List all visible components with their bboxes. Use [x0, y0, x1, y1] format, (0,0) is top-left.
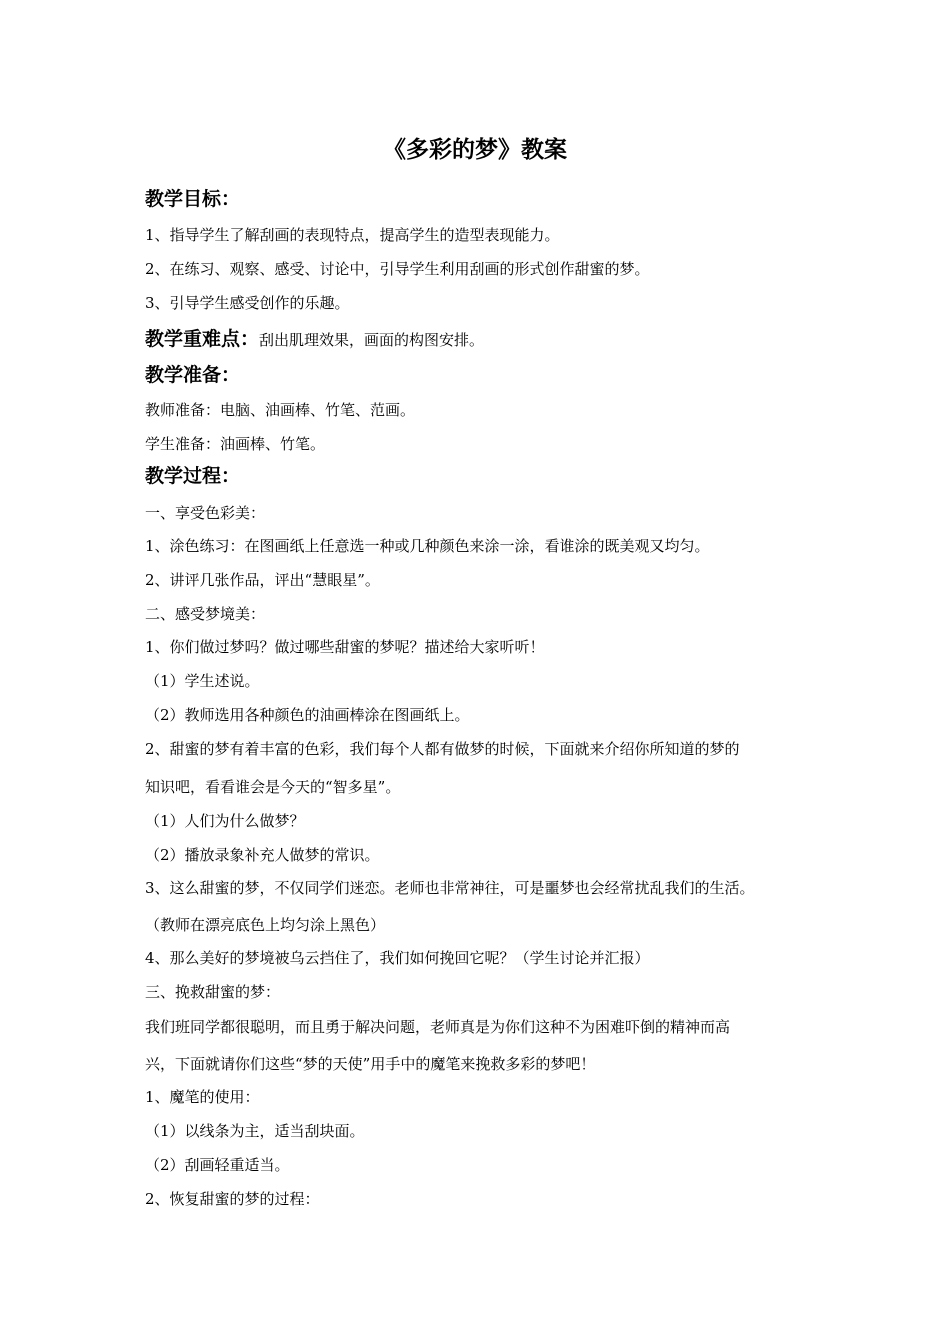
- process-line: 1、涂色练习：在图画纸上任意选一种或几种颜色来涂一涂，看谁涂的既美观又均匀。: [145, 537, 710, 555]
- document-title: 《多彩的梦》教案: [383, 136, 567, 163]
- objectives-heading: 教学目标：: [145, 188, 241, 210]
- process-line: （1）人们为什么做梦？: [145, 812, 305, 830]
- preparation-teacher: 教师准备：电脑、油画棒、竹笔、范画。: [145, 401, 416, 419]
- process-line: （2）播放录象补充人做梦的常识。: [145, 846, 380, 864]
- key-points-text: 刮出肌理效果，画面的构图安排。: [259, 331, 485, 349]
- process-heading: 教学过程：: [145, 465, 241, 487]
- process-line: （1）学生述说。: [145, 672, 260, 690]
- objective-item-1: 1、指导学生了解刮画的表现特点，提高学生的造型表现能力。: [145, 226, 560, 244]
- process-line: 二、感受梦境美：: [145, 605, 266, 623]
- process-line: 2、甜蜜的梦有着丰富的色彩，我们每个人都有做梦的时候，下面就来介绍你所知道的梦的: [145, 740, 740, 758]
- process-line: （1）以线条为主，适当刮块面。: [145, 1122, 365, 1140]
- process-line: （教师在漂亮底色上均匀涂上黑色）: [145, 916, 386, 934]
- process-line: 三、挽救甜蜜的梦：: [145, 983, 281, 1001]
- key-points-heading: 教学重难点：: [145, 328, 260, 350]
- process-line: （2）教师选用各种颜色的油画棒涂在图画纸上。: [145, 706, 470, 724]
- process-line: 一、享受色彩美：: [145, 504, 266, 522]
- process-line: 兴，下面就请你们这些“梦的天使”用手中的魔笔来挽救多彩的梦吧！: [145, 1055, 596, 1073]
- process-line: 知识吧，看看谁会是今天的“智多星”。: [145, 778, 401, 796]
- process-line: 3、这么甜蜜的梦，不仅同学们迷恋。老师也非常神往，可是噩梦也会经常扰乱我们的生活。: [145, 879, 755, 897]
- objective-item-2: 2、在练习、观察、感受、讨论中，引导学生利用刮画的形式创作甜蜜的梦。: [145, 260, 650, 278]
- process-line: 我们班同学都很聪明，而且勇于解决问题，老师真是为你们这种不为困难吓倒的精神而高: [145, 1018, 731, 1036]
- process-line: （2）刮画轻重适当。: [145, 1156, 290, 1174]
- process-line: 2、讲评几张作品，评出“慧眼星”。: [145, 571, 380, 589]
- process-line: 2、恢复甜蜜的梦的过程：: [145, 1190, 320, 1208]
- preparation-heading: 教学准备：: [145, 364, 241, 386]
- preparation-student: 学生准备：油画棒、竹笔。: [145, 435, 326, 453]
- process-line: 1、你们做过梦吗？做过哪些甜蜜的梦呢？描述给大家听听！: [145, 638, 545, 656]
- process-line: 1、魔笔的使用：: [145, 1088, 260, 1106]
- objective-item-3: 3、引导学生感受创作的乐趣。: [145, 294, 350, 312]
- key-points-row: [145, 325, 825, 354]
- process-line: 4、那么美好的梦境被乌云挡住了，我们如何挽回它呢？（学生讨论并汇报）: [145, 949, 650, 967]
